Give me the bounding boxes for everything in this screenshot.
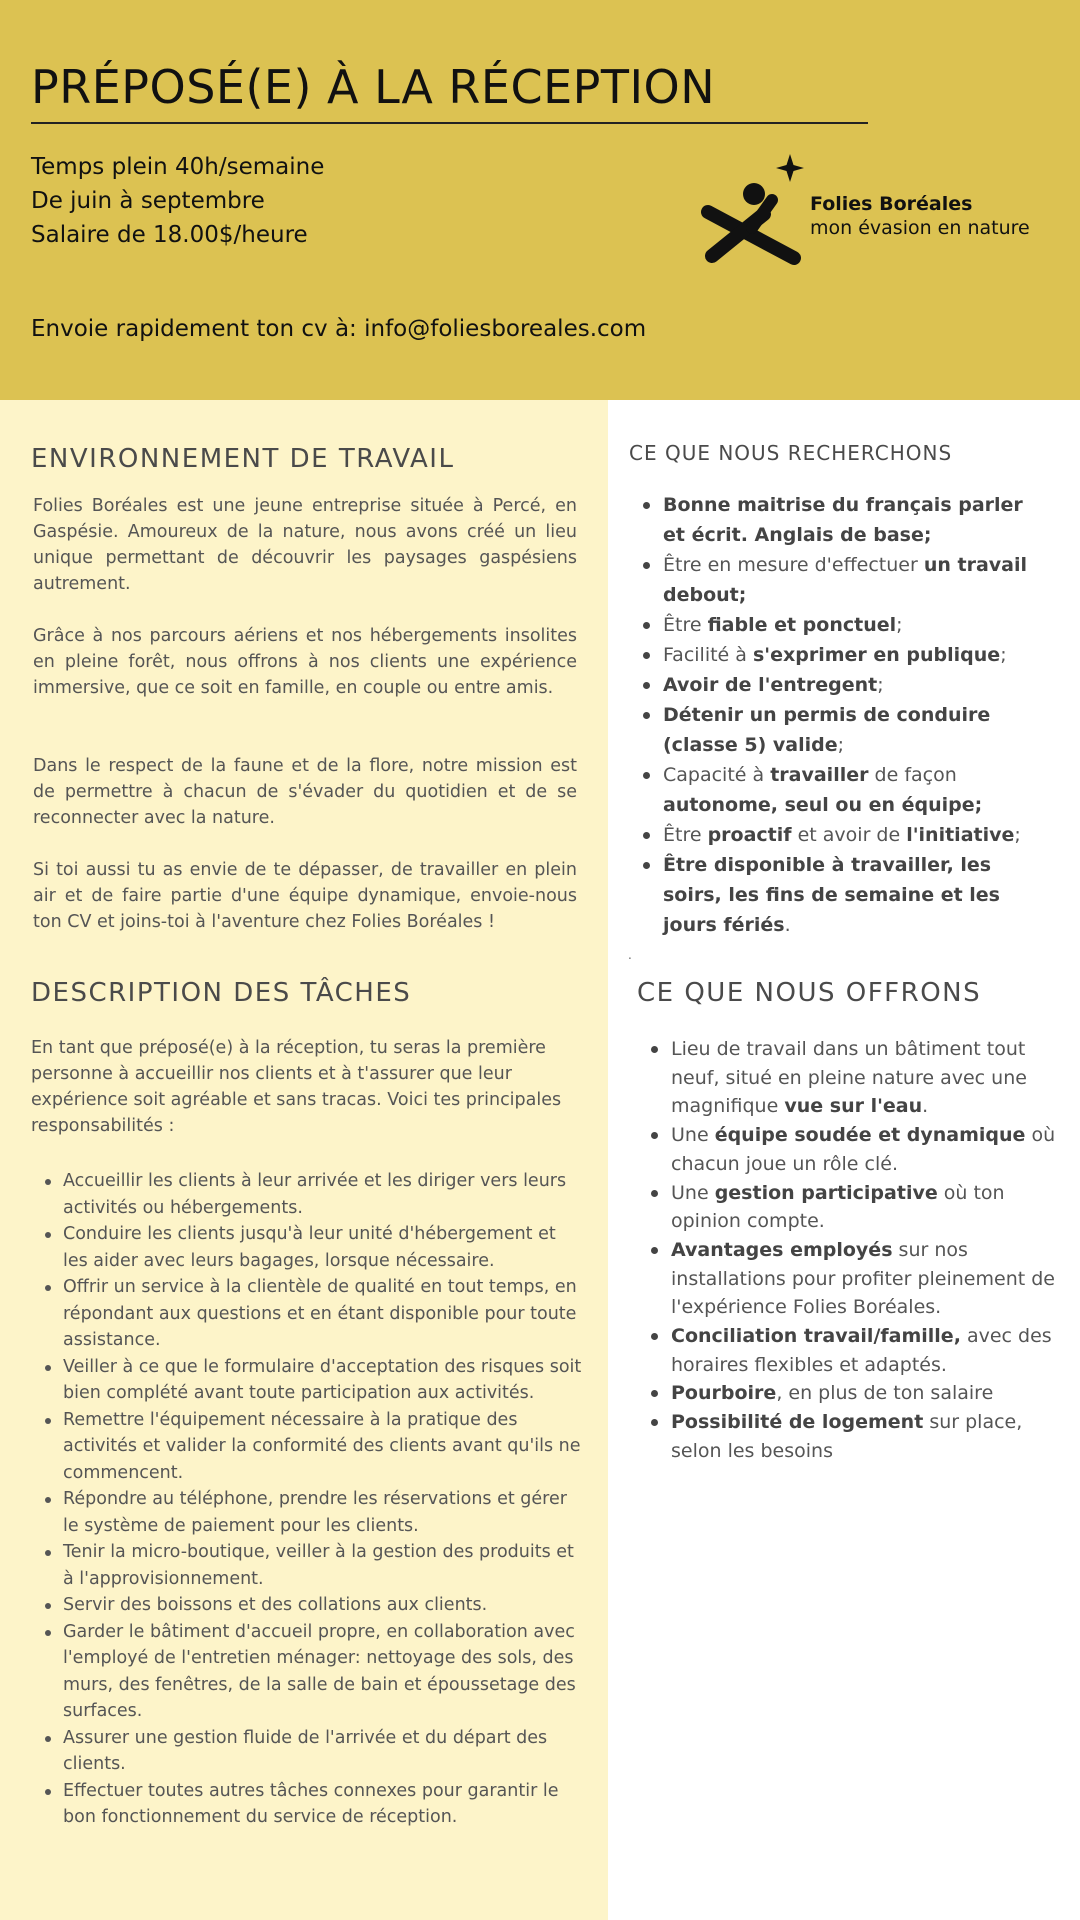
- requirements-heading: CE QUE NOUS RECHERCHONS: [629, 441, 953, 465]
- tasks-heading: DESCRIPTION DES TÂCHES: [31, 978, 412, 1008]
- list-item: Effectuer toutes autres tâches connexes pour garantir le bon fonctionnement du service de réception.: [31, 1778, 583, 1831]
- list-item: Tenir la micro-boutique, veiller à la gestion des produits et à l'approvisionnement.: [31, 1539, 583, 1592]
- list-item: Être en mesure d'effectuer un travail debout;: [630, 550, 1050, 610]
- list-item: Facilité à s'exprimer en publique;: [630, 640, 1050, 670]
- job-meta: [31, 150, 324, 252]
- list-item: Possibilité de logement sur place, selon les besoins: [638, 1408, 1058, 1465]
- list-item: Bonne maitrise du français parler et écrit. Anglais de base;: [630, 490, 1050, 550]
- apply-email-line[interactable]: Envoie rapidement ton cv à: info@foliesboreales.com: [31, 316, 647, 342]
- environment-paragraph-1: Folies Boréales est une jeune entreprise située à Percé, en Gaspésie. Amoureux de la nature, nous avons créé un lieu unique permettant de découvrir les paysages gaspésiens autrement.: [33, 496, 577, 594]
- meta-hours: Temps plein 40h/semaine: [31, 154, 325, 180]
- list-item: Garder le bâtiment d'accueil propre, en collaboration avec l'employé de l'entretien ménager: nettoyage des sols, des murs, des fenêtres, de la salle de bain et époussetage des surfaces.: [31, 1619, 583, 1725]
- logo-name: Folies Boréales: [810, 193, 973, 215]
- list-item: Remettre l'équipement nécessaire à la pratique des activités et valider la conformité des clients avant qu'ils ne commencent.: [31, 1407, 583, 1487]
- meta-salary: Salaire de 18.00$/heure: [31, 222, 308, 248]
- list-item: Assurer une gestion fluide de l'arrivée et du départ des clients.: [31, 1725, 583, 1778]
- list-item: Lieu de travail dans un bâtiment tout neuf, situé en pleine nature avec une magnifique vue sur l'eau.: [638, 1035, 1058, 1121]
- environment-paragraph-3: Dans le respect de la faune et de la flore, notre mission est de permettre à chacun de s'évader du quotidien et de se reconnecter avec la nature.: [33, 756, 577, 828]
- list-item: Accueillir les clients à leur arrivée et les diriger vers leurs activités ou hébergements.: [31, 1168, 583, 1221]
- list-item: Répondre au téléphone, prendre les réservations et gérer le système de paiement pour les clients.: [31, 1486, 583, 1539]
- company-logo: [700, 150, 1060, 270]
- offers-heading: CE QUE NOUS OFFRONS: [637, 978, 982, 1008]
- list-item: Avantages employés sur nos installations pour profiter pleinement de l'expérience Folies Boréales.: [638, 1236, 1058, 1322]
- environment-paragraph-4: Si toi aussi tu as envie de te dépasser, de travailler en plein air et de faire partie d'une équipe dynamique, envoie-nous ton CV et joins-toi à l'aventure chez Folies Boréales !: [33, 860, 577, 932]
- logo-tagline: mon évasion en nature: [810, 217, 1030, 239]
- logo-text: [810, 192, 1030, 240]
- list-item: Détenir un permis de conduire (classe 5) valide;: [630, 700, 1050, 760]
- list-item: Une gestion participative où ton opinion compte.: [638, 1179, 1058, 1236]
- tasks-intro: En tant que préposé(e) à la réception, tu seras la première personne à accueillir nos clients et à t'assurer que leur expérience soit agréable et sans tracas. Voici tes principales responsabilités :: [31, 1038, 562, 1136]
- list-item: Offrir un service à la clientèle de qualité en tout temps, en répondant aux questions et en étant disponible pour toute assistance.: [31, 1274, 583, 1354]
- list-item: Capacité à travailler de façon autonome, seul ou en équipe;: [630, 760, 1050, 820]
- requirements-list: [630, 490, 1050, 940]
- offers-list: [638, 1035, 1058, 1466]
- list-item: Une équipe soudée et dynamique où chacun joue un rôle clé.: [638, 1121, 1058, 1178]
- list-item: Pourboire, en plus de ton salaire: [638, 1379, 1058, 1408]
- list-item: Conduire les clients jusqu'à leur unité d'hébergement et les aider avec leurs bagages, lorsque nécessaire.: [31, 1221, 583, 1274]
- tasks-list: [31, 1168, 583, 1831]
- header-banner: [0, 0, 1080, 400]
- stray-dot: .: [628, 948, 632, 962]
- page-title: PRÉPOSÉ(E) À LA RÉCEPTION: [31, 60, 716, 114]
- list-item: Être disponible à travailler, les soirs, les fins de semaine et les jours fériés.: [630, 850, 1050, 940]
- running-figure-star-icon: [700, 150, 810, 270]
- list-item: Servir des boissons et des collations aux clients.: [31, 1592, 583, 1619]
- list-item: Avoir de l'entregent;: [630, 670, 1050, 700]
- title-divider: [31, 122, 868, 124]
- list-item: Être proactif et avoir de l'initiative;: [630, 820, 1050, 850]
- environment-heading: ENVIRONNEMENT DE TRAVAIL: [31, 444, 455, 474]
- meta-period: De juin à septembre: [31, 188, 265, 214]
- environment-paragraph-2: Grâce à nos parcours aériens et nos hébergements insolites en pleine forêt, nous offrons à nos clients une expérience immersive, que ce soit en famille, en couple ou entre amis.: [33, 626, 577, 698]
- list-item: Conciliation travail/famille, avec des horaires flexibles et adaptés.: [638, 1322, 1058, 1379]
- list-item: Veiller à ce que le formulaire d'acceptation des risques soit bien complété avant toute participation aux activités.: [31, 1354, 583, 1407]
- list-item: Être fiable et ponctuel;: [630, 610, 1050, 640]
